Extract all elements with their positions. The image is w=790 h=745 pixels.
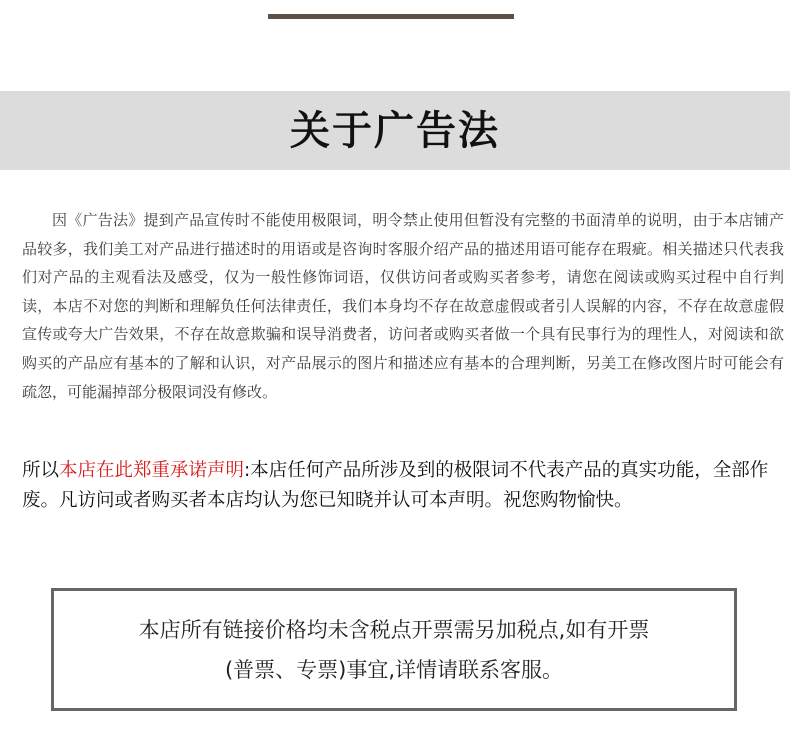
store-declaration — [22, 456, 784, 516]
page-title: 关于广告法 — [290, 107, 500, 154]
tax-notice-line-1: 本店所有链接价格均未含税点开票需另加税点,如有开票 — [138, 617, 650, 642]
tax-invoice-notice-box — [51, 588, 737, 711]
declaration-prefix: 所以 — [22, 460, 60, 481]
ad-law-notice-paragraph: 因《广告法》提到产品宣传时不能使用极限词，明令禁止使用但暂没有完整的书面清单的说明，由于本店铺产品较多，我们美工对产品进行描述时的用语或是咨询时客服介绍产品的描述用语可能存在瑕疵。相关描述只代表我们对产品的主观看法及感受，仅为一般性修饰词语，仅供访问者或购买者参考，请您在阅读或购买过程中自行判读，本店不对您的判断和理解负任何法律责任，我们本身均不存在故意虚假或者引人误解的内容，不存在故意虚假宣传或夸大广告效果，不存在故意欺骗和误导消费者，访问者或购买者做一个具有民事行为的理性人，对阅读和欲购买的产品应有基本的了解和认识，对产品展示的图片和描述应有基本的合理判断，另美工在修改图片时可能会有疏忽，可能漏掉部分极限词没有修改。 — [22, 211, 784, 401]
declaration-highlight: 本店在此郑重承诺声明 — [59, 460, 245, 481]
declaration-body: :本店任何产品所涉及到的极限词不代表产品的真实功能，全部作废。凡访问或者购买者本店均认为您已知晓并认可本声明。祝您购物愉快。 — [22, 460, 769, 511]
title-banner — [0, 91, 790, 170]
tax-notice-line-2: (普票、专票)事宜,详情请联系客服。 — [224, 657, 564, 682]
top-divider — [268, 14, 514, 19]
